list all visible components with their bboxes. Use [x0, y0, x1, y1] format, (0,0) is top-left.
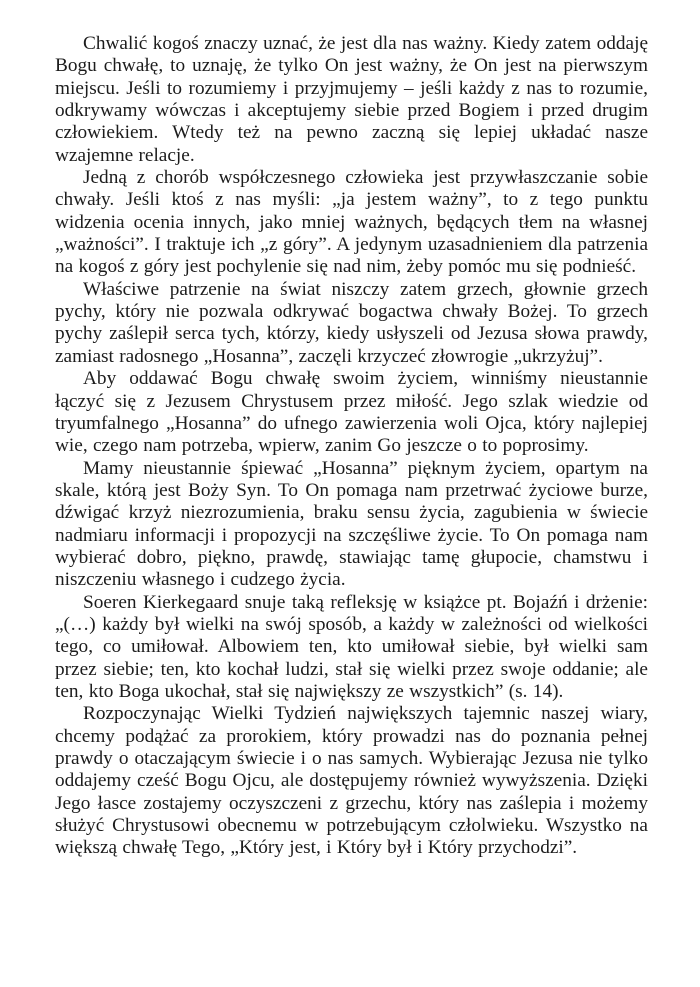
paragraph: Jedną z chorób współczesnego człowieka jest przywłaszczanie sobie chwały. Jeśli ktoś z nas myśli: „ja jestem ważny”, to z tego punktu widzenia ocenia innych, jako mniej ważnych, będących tłem na własnej „ważności”. I traktuje ich „z góry”. A jedynym uzasadnieniem dla patrzenia na kogoś z góry jest pochylenie się nad nim, żeby pomóc mu się podnieść. — [55, 167, 648, 278]
paragraph: Aby oddawać Bogu chwałę swoim życiem, winniśmy nieustannie łączyć się z Jezusem Chrystusem przez miłość. Jego szlak wiedzie od tryumfalnego „Hosanna” do ufnego zawierzenia woli Ojca, który najlepiej wie, czego nam potrzeba, wpierw, zanim Go jeszcze o to poprosimy. — [55, 368, 648, 457]
paragraph: Chwalić kogoś znaczy uznać, że jest dla nas ważny. Kiedy zatem oddaję Bogu chwałę, to uznaję, że tylko On jest ważny, że On jest na pierwszym miejscu. Jeśli to rozumiemy i przyjmujemy – jeśli każdy z nas to rozumie, odkrywamy wówczas i akceptujemy siebie przed Bogiem i przed drugim człowiekiem. Wtedy też na pewno zaczną się lepiej układać nasze wzajemne relacje. — [55, 33, 648, 166]
paragraph: Rozpoczynając Wielki Tydzień największych tajemnic naszej wiary, chcemy podążać za prorokiem, który prowadzi nas do poznania pełnej prawdy o otaczającym świecie i o nas samych. Wybierając Jezusa nie tylko oddajemy cześć Bogu Ojcu, ale dostępujemy również wywyższenia. Dzięki Jego łasce zostajemy oczyszczeni z grzechu, który nas zaślepia i możemy służyć Chrystusowi obecnemu w potrzebującym człolwieku. Wszystko na większą chwałę Tego, „Który jest, i Który był i Który przychodzi”. — [55, 703, 648, 859]
paragraph: Właściwe patrzenie na świat niszczy zatem grzech, głownie grzech pychy, który nie pozwala odkrywać bogactwa chwały Bożej. To grzech pychy zaślepił serca tych, którzy, kiedy usłyszeli od Jezusa słowa prawdy, zamiast radosnego „Hosanna”, zaczęli krzyczeć złowrogie „ukrzyżuj”. — [55, 278, 648, 367]
paragraph: Mamy nieustannie śpiewać „Hosanna” pięknym życiem, opartym na skale, którą jest Boży Syn. To On pomaga nam przetrwać życiowe burze, dźwigać krzyż niezrozumienia, braku sensu życia, zagubienia w świecie nadmiaru informacji i propozycji na szczęśliwe życie. To On pomaga nam wybierać dobro, piękno, prawdę, stawiając tamę głupocie, chamstwu i niszczeniu własnego i cudzego życia. — [55, 457, 648, 591]
paragraph: Soeren Kierkegaard snuje taką refleksję w książce pt. Bojaźń i drżenie: „(…) każdy był wielki na swój sposób, a każdy w zależności od wielkości tego, co umiłował. Albowiem ten, kto umiłował siebie, był wielki sam przez siebie; ten, kto kochał ludzi, stał się wielki przez swoje oddanie; ale ten, kto Boga ukochał, stał się największy ze wszystkich” (s. 14). — [55, 591, 648, 702]
